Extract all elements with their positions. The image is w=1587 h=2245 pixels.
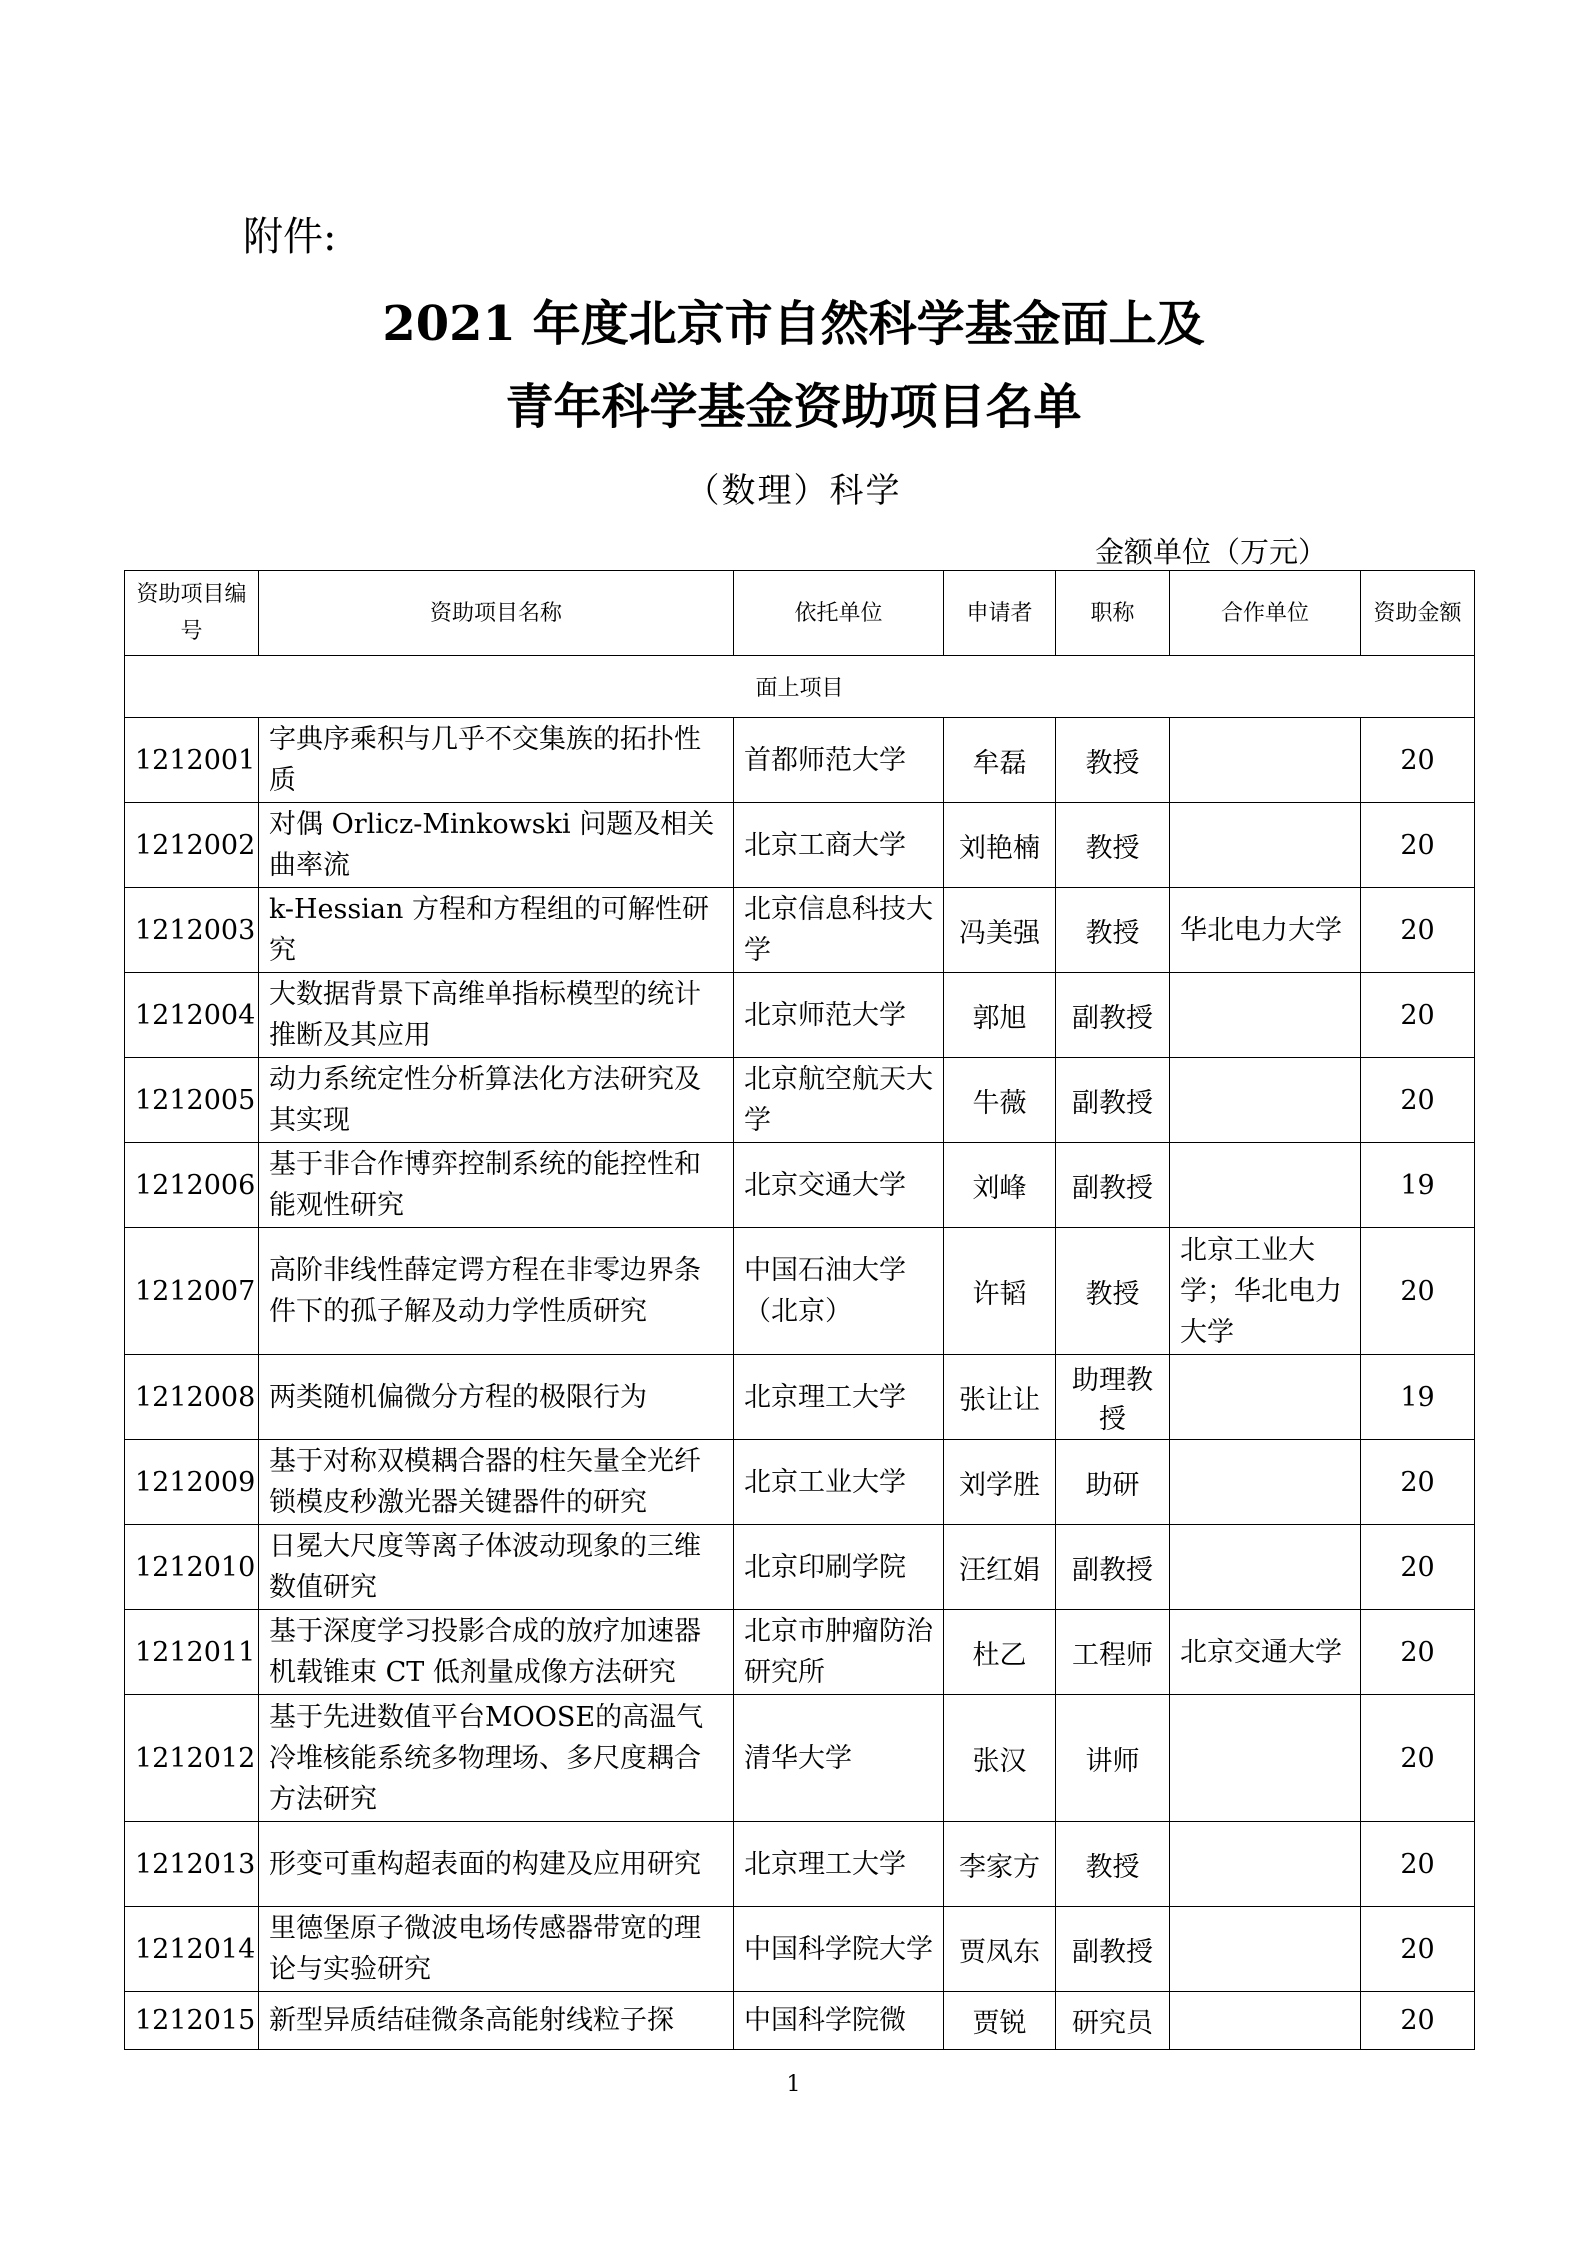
applicant-cell: 刘学胜 (944, 1440, 1056, 1525)
section-row (125, 656, 1475, 718)
project-id-cell: 1212013 (125, 1822, 259, 1907)
applicant-cell: 张汉 (944, 1695, 1056, 1822)
project-id-cell: 1212014 (125, 1907, 259, 1992)
title-cell: 教授 (1056, 1228, 1170, 1355)
header-applicant: 申请者 (944, 571, 1056, 656)
amount-cell: 20 (1361, 973, 1475, 1058)
amount-cell: 20 (1361, 888, 1475, 973)
partner-unit-cell (1170, 1907, 1361, 1992)
title-cell: 副教授 (1056, 1058, 1170, 1143)
host-unit-cell: 北京航空航天大学 (734, 1058, 944, 1143)
amount-cell: 20 (1361, 1440, 1475, 1525)
title-cell: 助理教授 (1056, 1355, 1170, 1440)
partner-unit-cell (1170, 1525, 1361, 1610)
partner-unit-cell: 北京交通大学 (1170, 1610, 1361, 1695)
partner-unit-cell (1170, 803, 1361, 888)
project-name-cell: 基于对称双模耦合器的柱矢量全光纤锁模皮秒激光器关键器件的研究 (259, 1440, 734, 1525)
applicant-cell: 刘峰 (944, 1143, 1056, 1228)
project-id-cell: 1212006 (125, 1143, 259, 1228)
project-id-cell: 1212005 (125, 1058, 259, 1143)
header-partner-unit: 合作单位 (1170, 571, 1361, 656)
project-name-cell: 里德堡原子微波电场传感器带宽的理论与实验研究 (259, 1907, 734, 1992)
table-row (125, 718, 1475, 803)
table-row (125, 888, 1475, 973)
partner-unit-cell: 华北电力大学 (1170, 888, 1361, 973)
title-cell: 副教授 (1056, 973, 1170, 1058)
header-amount: 资助金额 (1361, 571, 1475, 656)
title-cell: 教授 (1056, 1822, 1170, 1907)
project-name-cell: 基于非合作博弈控制系统的能控性和能观性研究 (259, 1143, 734, 1228)
applicant-cell: 许韬 (944, 1228, 1056, 1355)
partner-unit-cell (1170, 1822, 1361, 1907)
partner-unit-cell (1170, 1992, 1361, 2050)
partner-unit-cell (1170, 1440, 1361, 1525)
host-unit-cell: 北京交通大学 (734, 1143, 944, 1228)
applicant-cell: 牟磊 (944, 718, 1056, 803)
project-id-cell: 1212004 (125, 973, 259, 1058)
amount-cell: 20 (1361, 1525, 1475, 1610)
partner-unit-cell (1170, 718, 1361, 803)
host-unit-cell: 北京师范大学 (734, 973, 944, 1058)
applicant-cell: 郭旭 (944, 973, 1056, 1058)
amount-cell: 19 (1361, 1143, 1475, 1228)
document-title-line1: 2021 年度北京市自然科学基金面上及 (382, 296, 1205, 352)
amount-cell: 20 (1361, 1907, 1475, 1992)
host-unit-cell: 首都师范大学 (734, 718, 944, 803)
applicant-cell: 牛薇 (944, 1058, 1056, 1143)
partner-unit-cell (1170, 1058, 1361, 1143)
project-name-cell: 基于深度学习投影合成的放疗加速器机载锥束 CT 低剂量成像方法研究 (259, 1610, 734, 1695)
applicant-cell: 刘艳楠 (944, 803, 1056, 888)
applicant-cell: 贾锐 (944, 1992, 1056, 2050)
title-cell: 工程师 (1056, 1610, 1170, 1695)
amount-cell: 20 (1361, 1822, 1475, 1907)
host-unit-cell: 北京工业大学 (734, 1440, 944, 1525)
project-id-cell: 1212012 (125, 1695, 259, 1822)
applicant-cell: 李家方 (944, 1822, 1056, 1907)
project-id-cell: 1212010 (125, 1525, 259, 1610)
table-row (125, 973, 1475, 1058)
amount-cell: 19 (1361, 1355, 1475, 1440)
table-row (125, 1143, 1475, 1228)
table-row (125, 1695, 1475, 1822)
title-cell: 教授 (1056, 803, 1170, 888)
partner-unit-cell: 北京工业大学；华北电力大学 (1170, 1228, 1361, 1355)
title-cell: 讲师 (1056, 1695, 1170, 1822)
title-cell: 副教授 (1056, 1907, 1170, 1992)
section-label: 面上项目 (125, 656, 1475, 718)
amount-cell: 20 (1361, 803, 1475, 888)
project-id-cell: 1212001 (125, 718, 259, 803)
category-subtitle: （数理）科学 (685, 471, 902, 511)
applicant-cell: 贾凤东 (944, 1907, 1056, 1992)
applicant-cell: 张让让 (944, 1355, 1056, 1440)
host-unit-cell: 中国石油大学（北京） (734, 1228, 944, 1355)
title-cell: 副教授 (1056, 1525, 1170, 1610)
document-title-line2: 青年科学基金资助项目名单 (505, 379, 1082, 435)
amount-cell: 20 (1361, 1610, 1475, 1695)
header-host-unit: 依托单位 (734, 571, 944, 656)
table-row (125, 1907, 1475, 1992)
partner-unit-cell (1170, 973, 1361, 1058)
project-name-cell: 新型异质结硅微条高能射线粒子探 (259, 1992, 734, 2050)
project-id-cell: 1212007 (125, 1228, 259, 1355)
table-row (125, 803, 1475, 888)
project-id-cell: 1212002 (125, 803, 259, 888)
funding-table (124, 570, 1475, 2050)
page-number: 1 (786, 2072, 801, 2097)
host-unit-cell: 中国科学院大学 (734, 1907, 944, 1992)
host-unit-cell: 中国科学院微 (734, 1992, 944, 2050)
table-row (125, 1822, 1475, 1907)
table-row (125, 1355, 1475, 1440)
project-id-cell: 1212003 (125, 888, 259, 973)
amount-cell: 20 (1361, 1992, 1475, 2050)
header-project-id: 资助项目编号 (125, 571, 259, 656)
host-unit-cell: 北京工商大学 (734, 803, 944, 888)
partner-unit-cell (1170, 1143, 1361, 1228)
project-name-cell: k-Hessian 方程和方程组的可解性研究 (259, 888, 734, 973)
title-cell: 教授 (1056, 718, 1170, 803)
partner-unit-cell (1170, 1355, 1361, 1440)
table-row (125, 1228, 1475, 1355)
table-row (125, 1992, 1475, 2050)
title-cell: 副教授 (1056, 1143, 1170, 1228)
project-name-cell: 两类随机偏微分方程的极限行为 (259, 1355, 734, 1440)
header-title: 职称 (1056, 571, 1170, 656)
table-row (125, 1058, 1475, 1143)
project-id-cell: 1212015 (125, 1992, 259, 2050)
amount-cell: 20 (1361, 1695, 1475, 1822)
amount-cell: 20 (1361, 718, 1475, 803)
applicant-cell: 汪红娟 (944, 1525, 1056, 1610)
host-unit-cell: 北京理工大学 (734, 1355, 944, 1440)
table-row (125, 1440, 1475, 1525)
host-unit-cell: 北京市肿瘤防治研究所 (734, 1610, 944, 1695)
project-name-cell: 基于先进数值平台MOOSE的高温气冷堆核能系统多物理场、多尺度耦合方法研究 (259, 1695, 734, 1822)
table-row (125, 1525, 1475, 1610)
project-id-cell: 1212008 (125, 1355, 259, 1440)
title-cell: 研究员 (1056, 1992, 1170, 2050)
project-name-cell: 动力系统定性分析算法化方法研究及其实现 (259, 1058, 734, 1143)
host-unit-cell: 北京理工大学 (734, 1822, 944, 1907)
project-name-cell: 大数据背景下高维单指标模型的统计推断及其应用 (259, 973, 734, 1058)
table-row (125, 1610, 1475, 1695)
host-unit-cell: 北京信息科技大学 (734, 888, 944, 973)
amount-unit-note: 金额单位（万元） (1095, 535, 1328, 569)
project-name-cell: 高阶非线性薛定谔方程在非零边界条件下的孤子解及动力学性质研究 (259, 1228, 734, 1355)
project-id-cell: 1212009 (125, 1440, 259, 1525)
amount-cell: 20 (1361, 1058, 1475, 1143)
project-name-cell: 对偶 Orlicz-Minkowski 问题及相关曲率流 (259, 803, 734, 888)
title-cell: 教授 (1056, 888, 1170, 973)
host-unit-cell: 北京印刷学院 (734, 1525, 944, 1610)
project-name-cell: 日冕大尺度等离子体波动现象的三维数值研究 (259, 1525, 734, 1610)
host-unit-cell: 清华大学 (734, 1695, 944, 1822)
table-header-row (125, 571, 1475, 656)
header-project-name: 资助项目名称 (259, 571, 734, 656)
project-name-cell: 字典序乘积与几乎不交集族的拓扑性质 (259, 718, 734, 803)
title-cell: 助研 (1056, 1440, 1170, 1525)
partner-unit-cell (1170, 1695, 1361, 1822)
applicant-cell: 杜乙 (944, 1610, 1056, 1695)
project-id-cell: 1212011 (125, 1610, 259, 1695)
amount-cell: 20 (1361, 1228, 1475, 1355)
project-name-cell: 形变可重构超表面的构建及应用研究 (259, 1822, 734, 1907)
applicant-cell: 冯美强 (944, 888, 1056, 973)
attachment-label: 附件: (243, 214, 337, 260)
